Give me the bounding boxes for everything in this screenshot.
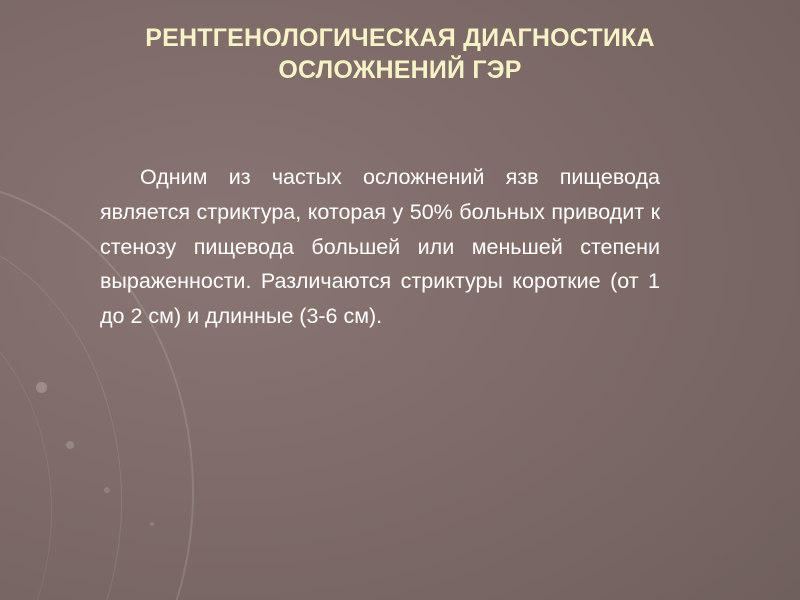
slide-body-block: [100, 160, 660, 334]
slide-title: РЕНТГЕНОЛОГИЧЕСКАЯ ДИАГНОСТИКА ОСЛОЖНЕНИЙ ГЭР: [145, 24, 655, 84]
decorative-dot-large: [36, 382, 47, 393]
decorative-arc-inner: [0, 300, 52, 600]
decorative-dot-tiny: [150, 522, 154, 526]
slide-body-paragraph: Одним из частых осложнений язв пищевода является стриктура, которая у 50% больных приводит к стенозу пищевода большей или меньшей степени выраженности. Различаются стриктуры короткие (от 1 до 2 см) и длинные (3-6 см).: [100, 165, 660, 329]
decorative-dot-small: [104, 487, 110, 493]
decorative-dot-medium: [66, 441, 74, 449]
